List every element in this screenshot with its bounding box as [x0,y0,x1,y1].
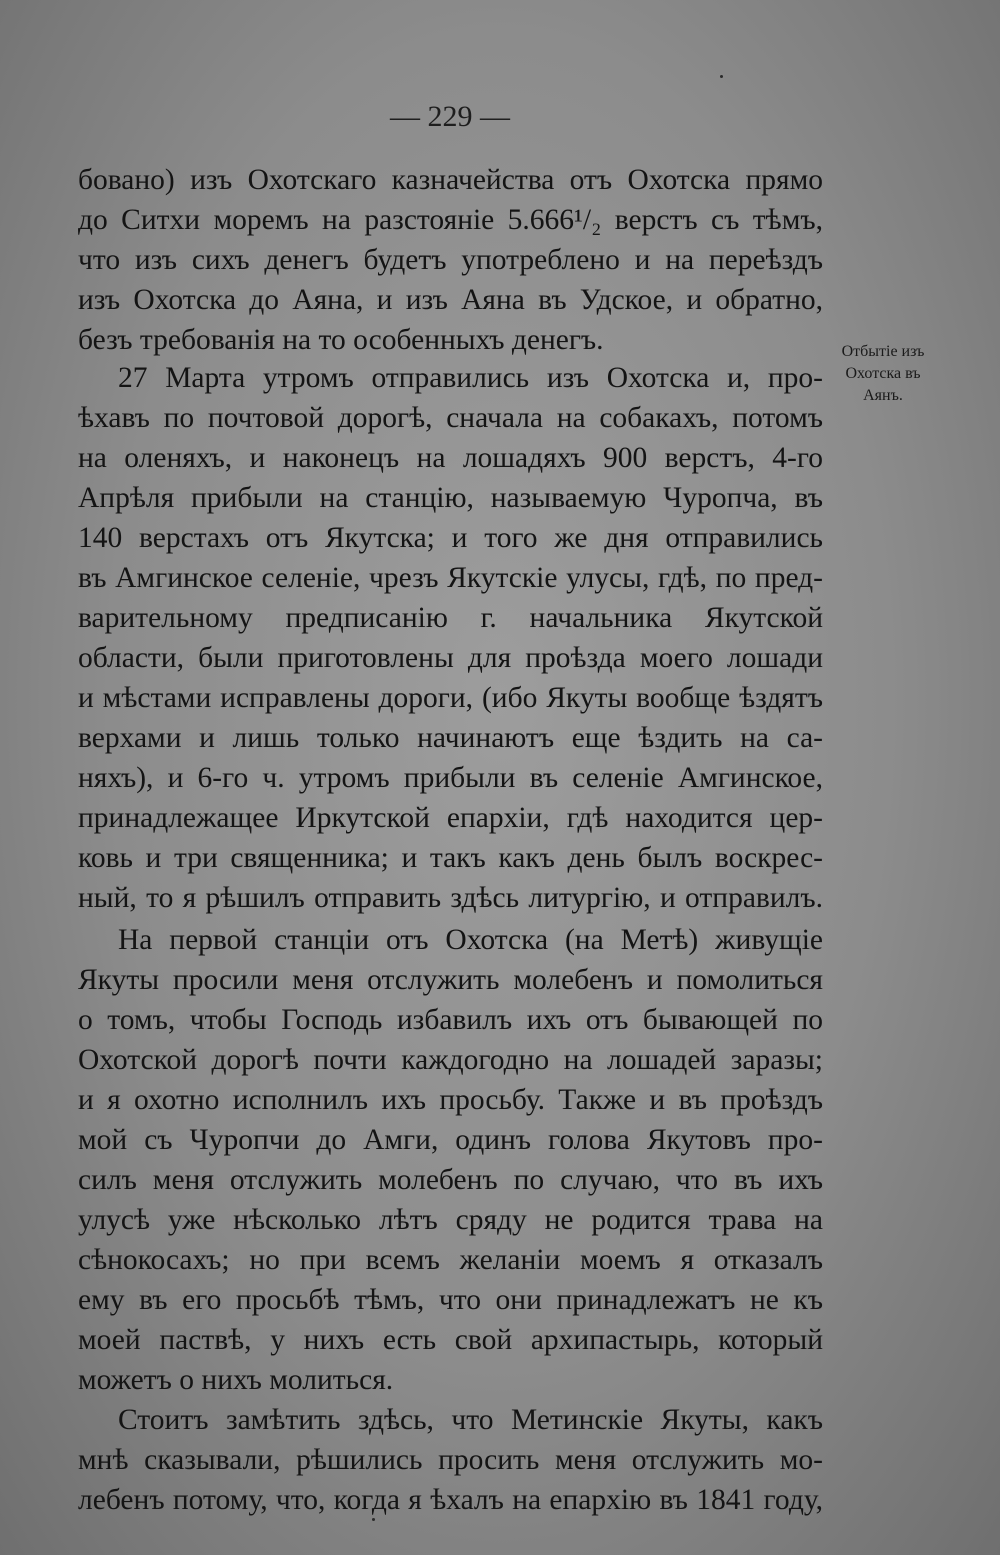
text-line: изъ Охотска до Аяна, и изъ Аяна въ Удское, и обратно, [78,284,823,316]
text-line: Стоитъ замѣтить здѣсь, что Метинскіе Якуты, какъ [118,1404,823,1436]
text-line: лебенъ потому, что, когда я ѣхалъ на епархію въ 1841 году, [78,1484,823,1516]
text-line: ѣхавъ по почтовой дорогѣ, сначала на собакахъ, потомъ [78,402,823,434]
text-line: безъ требованія на то особенныхъ денегъ. [78,324,604,356]
text-line: 140 верстахъ отъ Якутска; и того же дня отправились [78,522,823,554]
text-line: принадлежащее Иркутской епархіи, гдѣ находится цер- [78,802,823,834]
text-line: бовано) изъ Охотскаго казначейства отъ Охотска прямо [78,164,823,196]
dust-speck [372,1518,375,1521]
text-line: мнѣ сказывали, рѣшились просить меня отслужить мо- [78,1444,823,1476]
text-line: на оленяхъ, и наконецъ на лошадяхъ 900 верстъ, 4-го [78,442,823,474]
text-line: о томъ, чтобы Господь избавилъ ихъ отъ бывающей по [78,1004,823,1036]
text-line: мой съ Чуропчи до Амги, одинъ голова Якутовъ про- [78,1124,823,1156]
margin-note-line: Охотска въ [845,365,921,382]
text-line: Апрѣля прибыли на станцію, называемую Чуропча, въ [78,482,823,514]
text-line: области, были приготовлены для проѣзда моего лошади [78,642,823,674]
text-line: моей паствѣ, у нихъ есть свой архипастырь, который [78,1324,823,1356]
margin-note-line: Аянъ. [863,387,903,404]
text-line: и я охотно исполнилъ ихъ просьбу. Также и въ проѣздъ [78,1084,823,1116]
text-line: На первой станціи отъ Охотска (на Метѣ) живущіе [118,924,823,956]
text-line: Якуты просили меня отслужить молебенъ и помолиться [78,964,823,996]
text-line: что изъ сихъ денегъ будетъ употреблено и на переѣздъ [78,244,823,276]
text-line: можетъ о нихъ молиться. [78,1364,394,1396]
text-line: 27 Марта утромъ отправились изъ Охотска и, про- [118,362,823,394]
text-line: въ Амгинское селеніе, чрезъ Якутскіе улусы, гдѣ, по пред- [78,562,823,594]
margin-note [828,341,938,407]
text-line: до Ситхи моремъ на разстояніе 5.666¹/₂ верстъ съ тѣмъ, [78,204,823,236]
text-line: сѣнокосахъ; но при всемъ желаніи моемъ я отказалъ [78,1244,823,1276]
text-line: Охотской дорогѣ почти каждогодно на лошадей заразы; [78,1044,823,1076]
margin-note-line: Отбытіе изъ [841,343,925,360]
text-line: верхами и лишь только начинаютъ еще ѣздить на са- [78,722,823,754]
text-line: улусѣ уже нѣсколько лѣтъ сряду не родится трава на [78,1204,823,1236]
text-line: и мѣстами исправлены дороги, (ибо Якуты вообще ѣздятъ [78,682,823,714]
text-line: ему въ его просьбѣ тѣмъ, что они принадлежатъ не къ [78,1284,823,1316]
page-number: — 229 — [390,100,510,133]
text-line: няхъ), и 6-го ч. утромъ прибыли въ селеніе Амгинское, [78,762,823,794]
text-line: ковь и три священника; и такъ какъ день былъ воскрес- [78,842,823,874]
dust-speck [720,75,723,78]
text-line: силъ меня отслужить молебенъ по случаю, что въ ихъ [78,1164,823,1196]
text-line: ный, то я рѣшилъ отправить здѣсь литургію, и отправилъ. [78,882,823,914]
text-line: варительному предписанію г. начальника Якутской [78,602,823,634]
